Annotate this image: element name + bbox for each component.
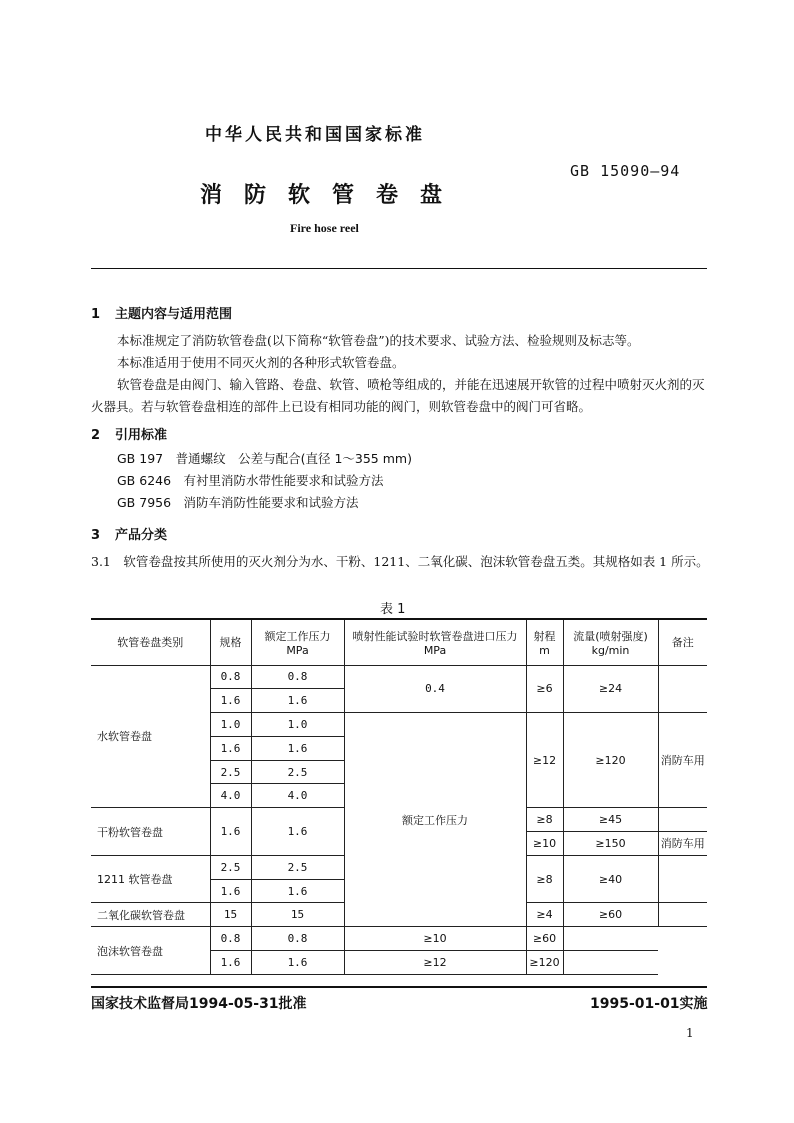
- reference-gb7956: GB 7956 消防车消防性能要求和试验方法: [117, 495, 359, 510]
- header-rated-pressure-unit: MPa: [286, 643, 309, 657]
- remark-cell: [563, 927, 658, 951]
- document-title: 消防软管卷盘: [200, 183, 465, 208]
- remark-cell: [563, 951, 658, 975]
- section-2-number: 2: [91, 428, 101, 443]
- inlet-pressure-cell: 0.4: [344, 665, 526, 713]
- table-1: [91, 618, 707, 975]
- pressure-cell: 4.0: [251, 784, 344, 808]
- range-cell: ≥8: [526, 855, 563, 903]
- issuing-organization: 中华人民共和国国家标准: [205, 125, 425, 145]
- reference-gb6246: GB 6246 有衬里消防水带性能要求和试验方法: [117, 473, 384, 488]
- spec-cell: 4.0: [210, 784, 251, 808]
- remark-cell: [658, 808, 707, 832]
- flow-cell: ≥40: [563, 855, 658, 903]
- range-cell: ≥12: [526, 713, 563, 808]
- standard-code: GB 15090—94: [570, 162, 681, 180]
- reference-gb197: GB 197 普通螺纹 公差与配合(直径 1～355 mm): [117, 451, 412, 466]
- range-cell: ≥10: [344, 927, 526, 951]
- effective-date-line: 1995-01-01实施: [590, 996, 708, 1012]
- pressure-cell: 0.8: [251, 665, 344, 689]
- page-number: 1: [686, 1026, 694, 1040]
- pressure-cell: 1.6: [251, 951, 344, 975]
- clause-3-1: 3.1 软管卷盘按其所使用的灭火剂分为水、干粉、1211、二氧化碳、泡沫软管卷盘五类。其规格如表 1 所示。: [91, 554, 709, 569]
- category-powder: 干粉软管卷盘: [91, 808, 210, 856]
- remark-cell: [658, 903, 707, 927]
- spec-cell: 1.6: [210, 736, 251, 760]
- spec-cell: 1.6: [210, 879, 251, 903]
- pressure-cell: 15: [251, 903, 344, 927]
- section-3-heading: [91, 524, 167, 543]
- header-rated-pressure-label: 额定工作压力: [264, 629, 331, 643]
- header-range: [526, 619, 563, 665]
- flow-cell: ≥45: [563, 808, 658, 832]
- category-halon: 1211 软管卷盘: [91, 855, 210, 903]
- remark-cell: [658, 855, 707, 903]
- flow-cell: ≥60: [526, 927, 563, 951]
- pressure-cell: 1.6: [251, 736, 344, 760]
- range-cell: ≥6: [526, 665, 563, 713]
- range-cell: ≥12: [344, 951, 526, 975]
- section-2-heading: [91, 424, 167, 443]
- header-rule: [91, 268, 707, 269]
- spec-cell: 1.6: [210, 689, 251, 713]
- section-1-number: 1: [91, 307, 101, 322]
- section-1-paragraph-1: 本标准规定了消防软管卷盘(以下简称“软管卷盘”)的技术要求、试验方法、检验规则及标志等。: [117, 333, 640, 348]
- table-row: [91, 927, 707, 951]
- header-range-label: 射程: [533, 629, 556, 643]
- pressure-cell: 2.5: [251, 760, 344, 784]
- pressure-cell: 1.6: [251, 808, 344, 856]
- spec-cell: 0.8: [210, 665, 251, 689]
- spec-cell: 1.0: [210, 713, 251, 737]
- spec-cell: 1.6: [210, 951, 251, 975]
- remark-cell: 消防车用: [658, 713, 707, 808]
- section-3-number: 3: [91, 528, 101, 543]
- flow-cell: ≥60: [563, 903, 658, 927]
- range-cell: ≥8: [526, 808, 563, 832]
- category-foam: 泡沫软管卷盘: [91, 927, 210, 975]
- spec-cell: 15: [210, 903, 251, 927]
- header-flow: [563, 619, 658, 665]
- flow-cell: ≥24: [563, 665, 658, 713]
- header-remark: 备注: [658, 619, 707, 665]
- category-water: 水软管卷盘: [91, 665, 210, 808]
- section-2-title: 引用标准: [115, 428, 168, 443]
- pressure-cell: 1.6: [251, 689, 344, 713]
- spec-cell: 2.5: [210, 760, 251, 784]
- flow-cell: ≥150: [563, 832, 658, 856]
- spec-cell: 1.6: [210, 808, 251, 856]
- approval-line: 国家技术监督局1994-05-31批准: [91, 996, 307, 1012]
- table-row: [91, 665, 707, 689]
- range-cell: ≥10: [526, 832, 563, 856]
- category-co2: 二氧化碳软管卷盘: [91, 903, 210, 927]
- header-rated-pressure: [251, 619, 344, 665]
- header-flow-unit: kg/min: [591, 643, 630, 657]
- section-1-paragraph-2: 本标准适用于使用不同灭火剂的各种形式软管卷盘。: [117, 355, 405, 370]
- spec-cell: 0.8: [210, 927, 251, 951]
- remark-cell: 消防车用: [658, 832, 707, 856]
- spec-cell: 2.5: [210, 855, 251, 879]
- header-spec: 规格: [210, 619, 251, 665]
- pressure-cell: 2.5: [251, 855, 344, 879]
- pressure-cell: 0.8: [251, 927, 344, 951]
- header-range-unit: m: [539, 643, 550, 657]
- header-inlet-pressure: [344, 619, 526, 665]
- header-inlet-pressure-unit: MPa: [423, 643, 447, 657]
- document-title-english: Fire hose reel: [290, 221, 359, 235]
- pressure-cell: 1.6: [251, 879, 344, 903]
- inlet-pressure-rated-cell: 额定工作压力: [344, 713, 526, 927]
- footer-rule: [91, 986, 707, 988]
- section-1-title: 主题内容与适用范围: [115, 307, 233, 322]
- pressure-cell: 1.0: [251, 713, 344, 737]
- range-cell: ≥4: [526, 903, 563, 927]
- section-3-title: 产品分类: [115, 528, 168, 543]
- section-1-paragraph-3: 软管卷盘是由阀门、输入管路、卷盘、软管、喷枪等组成的，并能在迅速展开软管的过程中喷射灭火剂的灭火器具。若与软管卷盘相连的部件上已设有相同功能的阀门，则软管卷盘中的阀门可省略。: [91, 377, 705, 414]
- table-1-caption: 表 1: [380, 602, 406, 617]
- header-inlet-pressure-label: 喷射性能试验时软管卷盘进口压力: [352, 629, 518, 643]
- flow-cell: ≥120: [563, 713, 658, 808]
- header-flow-label: 流量(喷射强度): [573, 629, 648, 643]
- header-category: 软管卷盘类别: [91, 619, 210, 665]
- flow-cell: ≥120: [526, 951, 563, 975]
- remark-cell: [658, 665, 707, 713]
- section-1-heading: [91, 303, 232, 322]
